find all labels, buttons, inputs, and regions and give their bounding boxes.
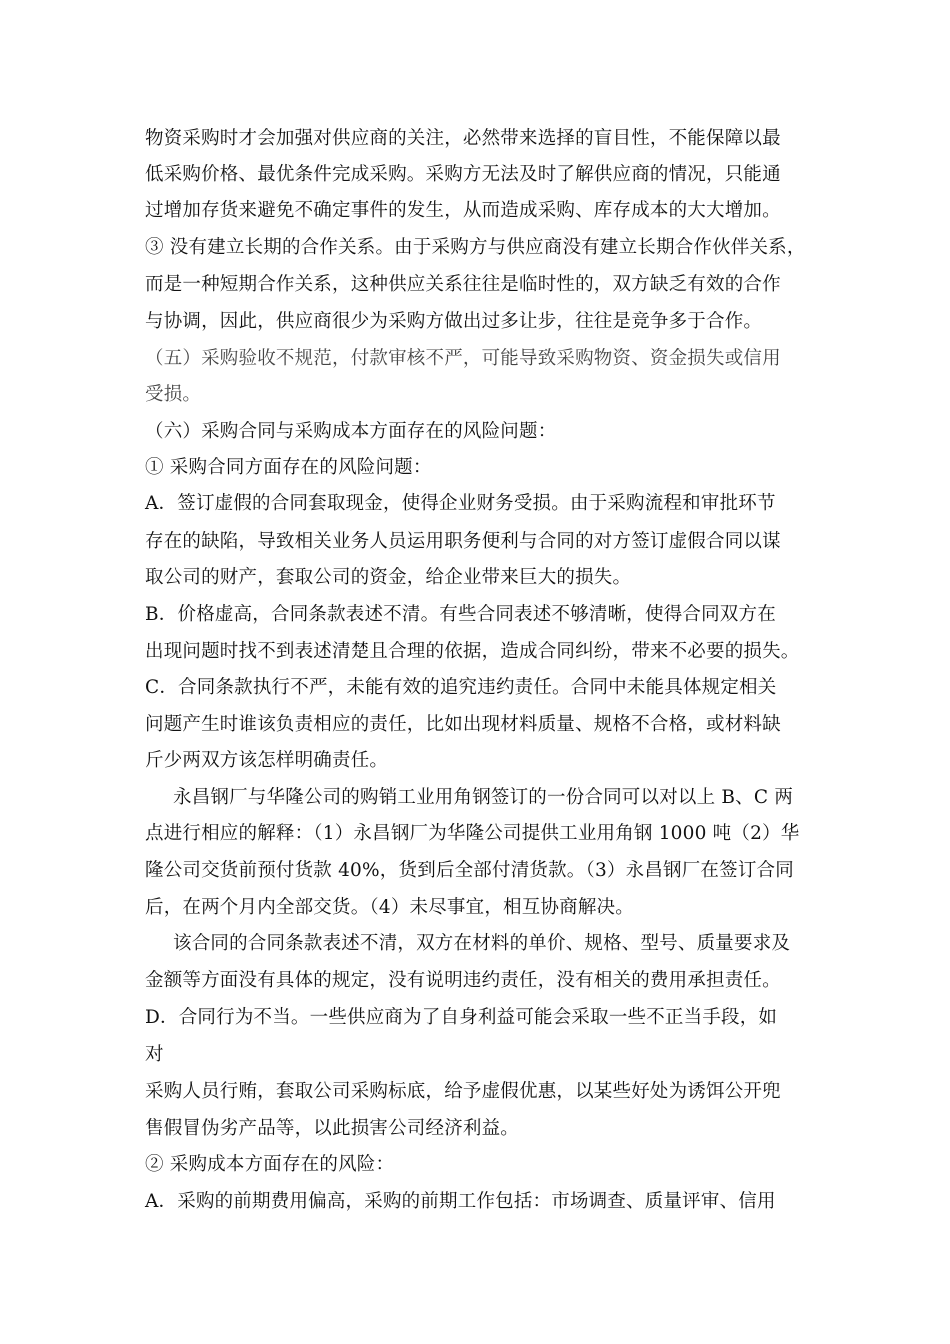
text-line: 金额等方面没有具体的规定，没有说明违约责任，没有相关的费用承担责任。 — [145, 970, 781, 991]
text-line: 与协调，因此，供应商很少为采购方做出过多让步，往往是竞争多于合作。 — [145, 311, 763, 332]
subheading: ① 采购合同方面存在的风险问题： — [145, 457, 432, 478]
text-line: 斤少两双方该怎样明确责任。 — [145, 750, 389, 771]
text-line: 采购人员行贿，套取公司采购标底，给予虚假优惠，以某些好处为诱饵公开兜 — [145, 1081, 781, 1102]
text-line: 售假冒伪劣产品等，以此损害公司经济利益。 — [145, 1118, 520, 1139]
text-line: ③ 没有建立长期的合作关系。由于采购方与供应商没有建立长期合作伙伴关系， — [145, 237, 806, 258]
text-line: 物资采购时才会加强对供应商的关注，必然带来选择的盲目性，不能保障以最 — [145, 128, 781, 149]
text-line: 该合同的合同条款表述不清，双方在材料的单价、规格、型号、质量要求及 — [173, 933, 791, 954]
section-heading-5: （五）采购验收不规范，付款审核不严，可能导致采购物资、资金损失或信用 — [145, 348, 781, 369]
text-line: B．价格虚高，合同条款表述不清。有些合同表述不够清晰，使得合同双方在 — [145, 604, 776, 625]
text-line: 出现问题时找不到表述清楚且合理的依据，造成合同纠纷，带来不必要的损失。 — [145, 641, 800, 662]
text-line: 存在的缺陷，导致相关业务人员运用职务便利与合同的对方签订虚假合同以谋 — [145, 531, 781, 552]
text-line: 取公司的财产，套取公司的资金，给企业带来巨大的损失。 — [145, 567, 632, 588]
text-line: 对 — [145, 1044, 164, 1065]
text-line: D．合同行为不当。一些供应商为了自身利益可能会采取一些不正当手段，如 — [145, 1007, 778, 1028]
text-line: 低采购价格、最优条件完成采购。采购方无法及时了解供应商的情况，只能通 — [145, 164, 781, 185]
section-heading-6: （六）采购合同与采购成本方面存在的风险问题： — [145, 421, 557, 442]
text-line: 点进行相应的解释：（1）永昌钢厂为华隆公司提供工业用角钢 1000 吨（2）华 — [145, 823, 800, 844]
subheading: ② 采购成本方面存在的风险： — [145, 1154, 395, 1175]
text-line: A．采购的前期费用偏高，采购的前期工作包括：市场调查、质量评审、信用 — [145, 1191, 776, 1212]
text-line: 永昌钢厂与华隆公司的购销工业用角钢签订的一份合同可以对以上 B、C 两 — [173, 787, 794, 808]
text-line: 问题产生时谁该负责相应的责任，比如出现材料质量、规格不合格，或材料缺 — [145, 714, 781, 735]
text-line: 后，在两个月内全部交货。（4）未尽事宜，相互协商解决。 — [145, 897, 634, 918]
text-line: 受损。 — [145, 384, 202, 405]
text-line: 而是一种短期合作关系，这种供应关系往往是临时性的，双方缺乏有效的合作 — [145, 274, 781, 295]
text-line: 过增加存货来避免不确定事件的发生，从而造成采购、库存成本的大大增加。 — [145, 200, 781, 221]
text-line: A．签订虚假的合同套取现金，使得企业财务受损。由于采购流程和审批环节 — [145, 493, 776, 514]
text-line: C．合同条款执行不严，未能有效的追究违约责任。合同中未能具体规定相关 — [145, 677, 777, 698]
text-line: 隆公司交货前预付货款 40%，货到后全部付清货款。（3）永昌钢厂在签订合同 — [145, 860, 794, 881]
